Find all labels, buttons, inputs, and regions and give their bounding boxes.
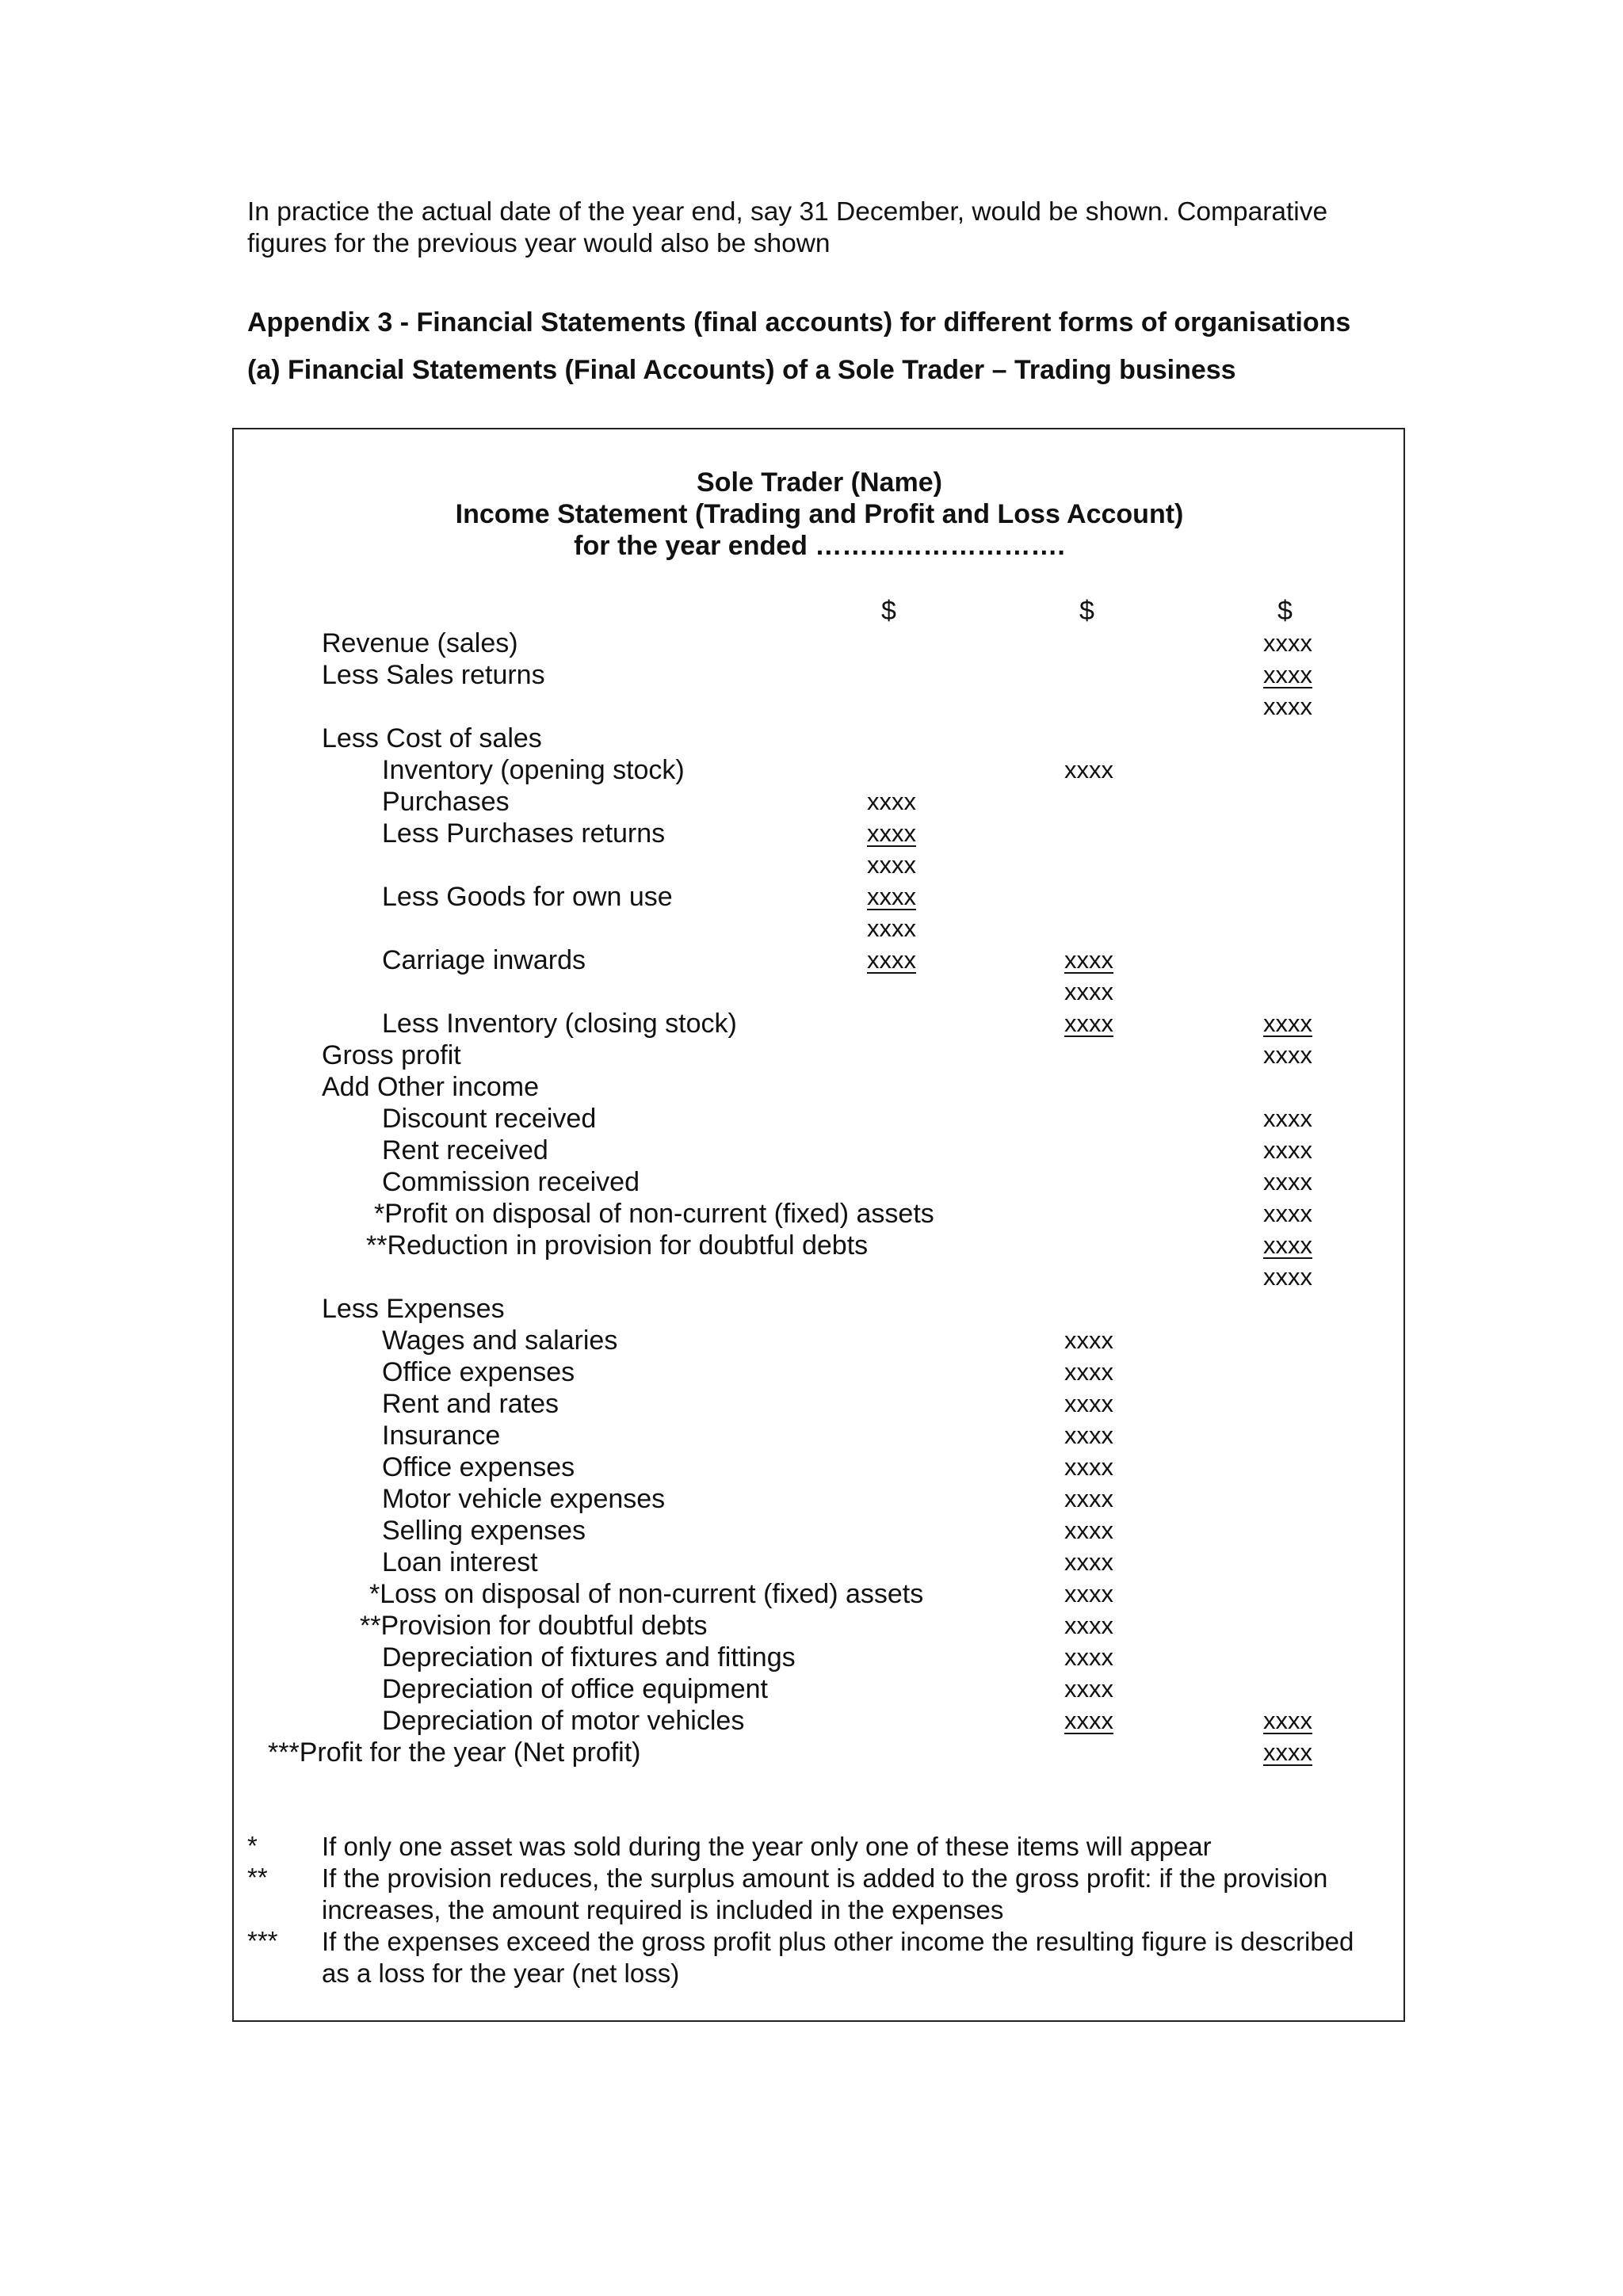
amount-c2: xxxx (1064, 1516, 1113, 1544)
statement-row (0, 754, 1623, 786)
statement-row (0, 849, 1623, 881)
row-label: Less Goods for own use (382, 882, 673, 912)
amount-c1: xxxx (867, 788, 916, 815)
row-label: **Provision for doubtful debts (360, 1611, 708, 1641)
amount-c2: xxxx (1064, 1675, 1113, 1703)
statement-period: for the year ended ………………………. (574, 531, 1065, 561)
row-label: Wages and salaries (382, 1325, 618, 1356)
statement-row (0, 1388, 1623, 1420)
amount-c3: xxxx (1263, 1738, 1312, 1766)
statement-row (0, 1198, 1623, 1230)
footnote-text-1: If only one asset was sold during the year only one of these items will appear (322, 1832, 1212, 1861)
statement-row (0, 1642, 1623, 1673)
amount-c2: xxxx (1064, 1707, 1113, 1734)
row-label: Depreciation of motor vehicles (382, 1706, 745, 1736)
statement-row (0, 1261, 1623, 1293)
footnote-mark-3: *** (247, 1926, 278, 1955)
row-label: Rent received (382, 1135, 548, 1165)
row-label: Office expenses (382, 1452, 575, 1482)
appendix-heading: Appendix 3 - Financial Statements (final accounts) for different forms of organisations (247, 307, 1351, 338)
statement-row (0, 1356, 1623, 1388)
statement-row (0, 1071, 1623, 1103)
statement-row (0, 1325, 1623, 1356)
intro-paragraph: In practice the actual date of the year end, say 31 December, would be shown. Comparative figures for the previous year would also be shown (247, 197, 1328, 258)
statement-row (0, 818, 1623, 849)
row-label: *Profit on disposal of non-current (fixed) assets (374, 1199, 934, 1229)
amount-c3: xxxx (1263, 629, 1312, 657)
row-label: Loan interest (382, 1547, 538, 1577)
row-label: Commission received (382, 1167, 640, 1197)
currency-header-col1: $ (881, 596, 896, 626)
statement-row (0, 1420, 1623, 1451)
statement-row (0, 723, 1623, 754)
amount-c3: xxxx (1263, 1231, 1312, 1259)
row-label: Add Other income (322, 1072, 540, 1102)
statement-row (0, 1103, 1623, 1135)
row-label: Gross profit (322, 1040, 461, 1070)
amount-c2: xxxx (1064, 1643, 1113, 1671)
amount-c2: xxxx (1064, 1611, 1113, 1639)
amount-c2: xxxx (1064, 1326, 1113, 1354)
statement-row (0, 976, 1623, 1008)
statement-subtitle: Income Statement (Trading and Profit and Loss Account) (455, 499, 1184, 529)
row-label: Depreciation of office equipment (382, 1674, 769, 1704)
statement-row (0, 1039, 1623, 1071)
amount-c2: xxxx (1064, 1009, 1113, 1037)
amount-c3: xxxx (1263, 692, 1312, 720)
statement-row (0, 691, 1623, 723)
amount-c2: xxxx (1064, 1358, 1113, 1386)
row-label: *Loss on disposal of non-current (fixed) assets (369, 1579, 924, 1609)
amount-c1: xxxx (867, 914, 916, 942)
row-label: Less Cost of sales (322, 723, 542, 753)
currency-header-col3: $ (1277, 596, 1293, 626)
statement-row (0, 944, 1623, 976)
amount-c2: xxxx (1064, 1485, 1113, 1512)
statement-row (0, 1008, 1623, 1039)
statement-row (0, 1451, 1623, 1483)
statement-row (0, 1230, 1623, 1261)
statement-row (0, 1673, 1623, 1705)
statement-row (0, 1705, 1623, 1737)
amount-c2: xxxx (1064, 1390, 1113, 1417)
amount-c2: xxxx (1064, 756, 1113, 784)
amount-c3: xxxx (1263, 1168, 1312, 1196)
amount-c1: xxxx (867, 946, 916, 974)
statement-row (0, 1293, 1623, 1325)
amount-c1: xxxx (867, 819, 916, 847)
statement-row (0, 1166, 1623, 1198)
row-label: Carriage inwards (382, 945, 586, 975)
section-heading: (a) Financial Statements (Final Accounts) of a Sole Trader – Trading business (247, 355, 1236, 385)
row-label: Revenue (sales) (322, 628, 518, 658)
row-label: Less Purchases returns (382, 818, 666, 849)
row-label: ***Profit for the year (Net profit) (268, 1737, 641, 1768)
statement-row (0, 786, 1623, 818)
currency-header-col2: $ (1079, 596, 1094, 626)
row-label: Purchases (382, 787, 510, 817)
amount-c2: xxxx (1064, 1580, 1113, 1608)
row-label: Discount received (382, 1104, 597, 1134)
statement-row (0, 1737, 1623, 1768)
row-label: Less Inventory (closing stock) (382, 1009, 737, 1039)
amount-c2: xxxx (1064, 978, 1113, 1005)
statement-row (0, 1610, 1623, 1642)
statement-row (0, 1578, 1623, 1610)
row-label: Rent and rates (382, 1389, 559, 1419)
statement-row (0, 627, 1623, 659)
amount-c3: xxxx (1263, 1263, 1312, 1291)
statement-row (0, 1483, 1623, 1515)
row-label: Inventory (opening stock) (382, 755, 685, 785)
footnote-mark-2: ** (247, 1863, 268, 1892)
row-label: **Reduction in provision for doubtful debts (366, 1230, 869, 1261)
amount-c3: xxxx (1263, 1707, 1312, 1734)
amount-c2: xxxx (1064, 946, 1113, 974)
amount-c1: xxxx (867, 851, 916, 879)
row-label: Less Expenses (322, 1294, 505, 1324)
footnote-text-2: If the provision reduces, the surplus amount is added to the gross profit: if the provision increases, the amount required is included in the expenses (322, 1863, 1328, 1924)
row-label: Depreciation of fixtures and fittings (382, 1642, 796, 1672)
statement-row (0, 1547, 1623, 1578)
row-label: Less Sales returns (322, 660, 545, 690)
amount-c3: xxxx (1263, 1041, 1312, 1069)
amount-c3: xxxx (1263, 1199, 1312, 1227)
row-label: Selling expenses (382, 1516, 586, 1546)
row-label: Motor vehicle expenses (382, 1484, 666, 1514)
statement-row (0, 881, 1623, 913)
amount-c3: xxxx (1263, 1009, 1312, 1037)
statement-title: Sole Trader (Name) (697, 467, 942, 498)
row-label: Insurance (382, 1421, 501, 1451)
statement-row (0, 1135, 1623, 1166)
amount-c2: xxxx (1064, 1421, 1113, 1449)
amount-c1: xxxx (867, 883, 916, 910)
footnote-mark-1: * (247, 1831, 258, 1860)
amount-c2: xxxx (1064, 1548, 1113, 1576)
amount-c2: xxxx (1064, 1453, 1113, 1481)
amount-c3: xxxx (1263, 1104, 1312, 1132)
row-label: Office expenses (382, 1357, 575, 1387)
statement-row (0, 1515, 1623, 1547)
footnote-text-3: If the expenses exceed the gross profit plus other income the resulting figure is described as a loss for the year (net loss) (322, 1927, 1354, 1988)
statement-row (0, 659, 1623, 691)
amount-c3: xxxx (1263, 1136, 1312, 1164)
statement-row (0, 913, 1623, 944)
amount-c3: xxxx (1263, 661, 1312, 688)
